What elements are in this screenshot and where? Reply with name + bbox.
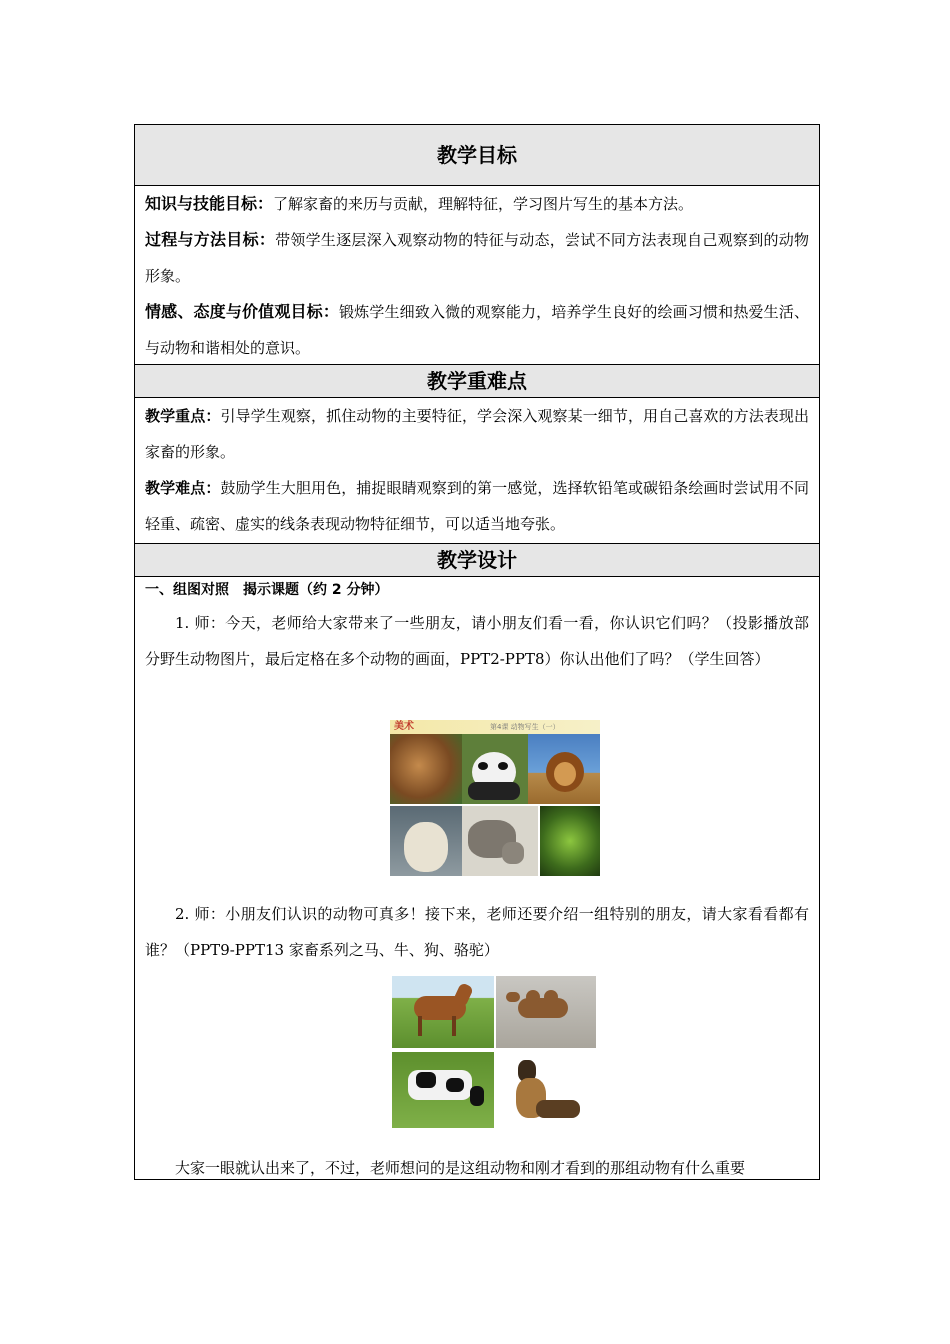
elephant-photo (462, 806, 538, 876)
design-paragraph-3-wrap (135, 1150, 819, 1186)
section-title-design: 教学设计 (135, 543, 819, 577)
keypoint-label: 教学重点： (145, 407, 221, 425)
keypoints-body (135, 398, 819, 543)
wild-animals-slide-image (390, 720, 600, 876)
design-paragraph-2: 2. 师：小朋友们认识的动物可真多！接下来，老师还要介绍一组特别的朋友，请大家看看都有谁？（PPT9-PPT13 家畜系列之马、牛、狗、骆驼） (145, 905, 809, 959)
goal-text: 锻炼学生细致入微的观察能力，培养学生良好的绘画习惯和热爱生活、与动物和谐相处的意识。 (145, 303, 809, 357)
horse-photo (392, 976, 494, 1048)
goals-body (135, 186, 819, 364)
slide-header-bar (390, 720, 600, 734)
panda-photo (462, 734, 528, 804)
dog-photo (496, 1052, 596, 1128)
goal-text: 了解家畜的来历与贡献，理解特征，学习图片写生的基本方法。 (273, 195, 694, 213)
keypoint-text: 引导学生观察，抓住动物的主要特征，学会深入观察某一细节，用自己喜欢的方法表现出家畜的形象。 (145, 407, 809, 461)
goal-label: 过程与方法目标： (145, 230, 276, 249)
chameleon-photo (540, 806, 600, 876)
goal-process (145, 222, 809, 294)
lion-photo (528, 734, 600, 804)
goal-text: 带领学生逐层深入观察动物的特征与动态，尝试不同方法表现自己观察到的动物形象。 (145, 231, 809, 285)
design-paragraph-1: 1. 师：今天，老师给大家带来了一些朋友，请小朋友们看一看，你认识它们吗？（投影播放部分野生动物图片，最后定格在多个动物的画面，PPT2-PPT8）你认出他们了吗？（学生回答） (145, 614, 809, 668)
step1-heading: 一、组图对照 揭示课题（约 2 分钟） (145, 582, 389, 598)
domestic-animals-slide-image (392, 976, 596, 1128)
goal-label: 情感、态度与价值观目标： (145, 302, 339, 321)
cow-photo (392, 1052, 494, 1128)
keypoint-difficulty (145, 470, 809, 542)
keypoint-text: 鼓励学生大胆用色，捕捉眼睛观察到的第一感觉，选择软铅笔或碳铅条绘画时尝试用不同轻重、疏密、虚实的线条表现动物特征细节，可以适当地夸张。 (145, 479, 809, 533)
design-paragraph-2-wrap (135, 896, 819, 968)
design-paragraph-3: 大家一眼就认出来了，不过，老师想问的是这组动物和刚才看到的那组动物有什么重要 (175, 1159, 746, 1177)
monkey-photo (390, 734, 462, 804)
goal-label: 知识与技能目标： (145, 194, 274, 213)
section-title-keypoints: 教学重难点 (135, 364, 819, 398)
goal-knowledge (145, 186, 809, 222)
design-p1-wrap (135, 605, 819, 677)
section-title-goals: 教学目标 (135, 125, 819, 186)
keypoint-focus (145, 398, 809, 470)
slide-caption: 第4课 动物写生（一） (490, 723, 560, 731)
polar-bear-photo (390, 806, 462, 876)
goal-attitude (145, 294, 809, 366)
camel-photo (496, 976, 596, 1048)
keypoint-label: 教学难点： (145, 479, 221, 497)
slide-logo: 美术 (394, 721, 414, 732)
